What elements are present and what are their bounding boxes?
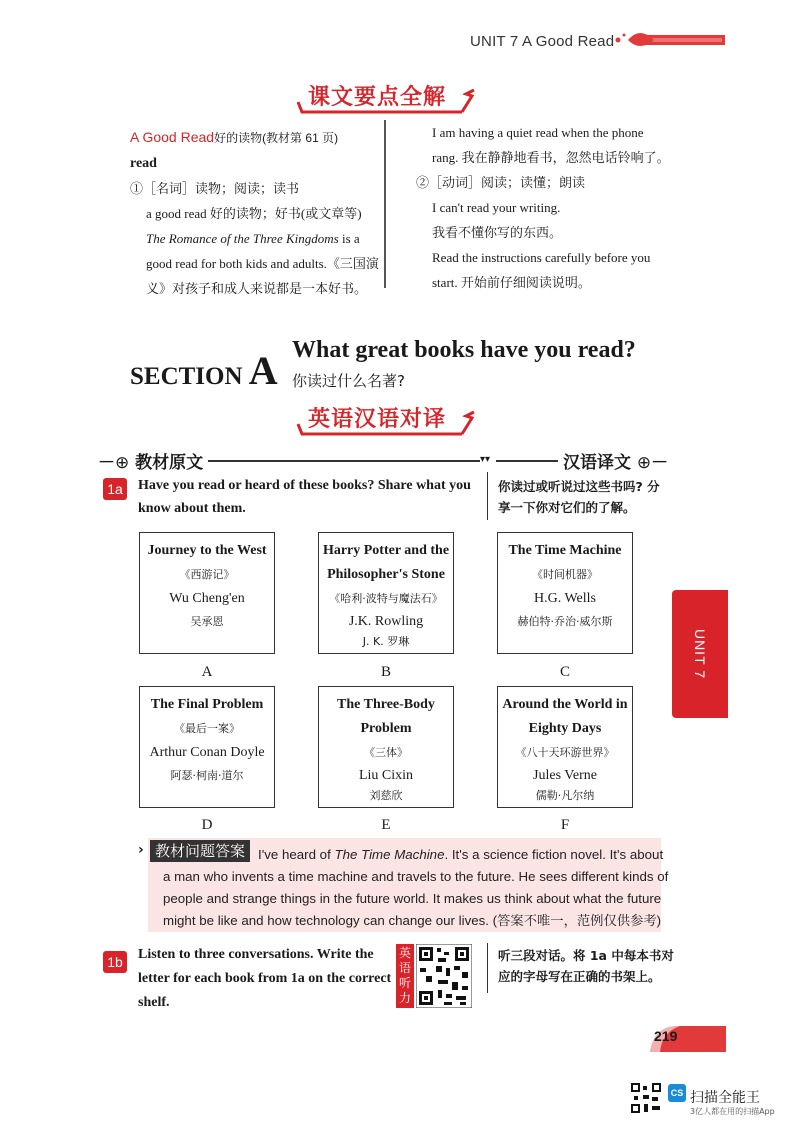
- book-letter: C: [559, 664, 570, 680]
- book-card-d: [139, 686, 275, 808]
- right-line-3: I can't read your writing.: [432, 200, 561, 215]
- book-title-cn: 《最后一案》: [174, 722, 240, 735]
- right-line-1: I am having a quiet read when the phone: [432, 125, 644, 140]
- answer-line-2: a man who invents a time machine and travels to the future. He sees different kinds of: [163, 869, 669, 884]
- translation-label: 汉语译文: [563, 453, 631, 473]
- book-author-cn: 赫伯特·乔治·威尔斯: [517, 615, 613, 628]
- key-points-right: [416, 120, 676, 295]
- column-divider: [487, 943, 488, 993]
- bilingual-title: 英语汉语对译: [308, 407, 447, 432]
- book-author: Arthur Conan Doyle: [149, 745, 265, 760]
- sense-1: ①［名词］读物；阅读；读书: [130, 181, 300, 196]
- down-circle-icon: ⊕: [636, 453, 652, 473]
- section-word: SECTION: [130, 363, 243, 390]
- section-question: What great books have you read?: [292, 337, 636, 363]
- task-1a-instruction: [138, 474, 471, 520]
- book-letter: E: [381, 817, 391, 833]
- right-line-4: 我看不懂你写的东西。: [432, 225, 563, 240]
- task-tag-1a: 1a: [103, 478, 127, 500]
- book-author: J.K. Rowling: [348, 614, 424, 629]
- book-title: Journey to the West: [147, 543, 267, 558]
- unit-side-tab-label: [672, 590, 728, 718]
- example-1d: 义》对孩子和成人来说都是一本好书。: [146, 281, 368, 296]
- answer-book-title: The Time Machine: [334, 847, 445, 862]
- answer-label: 教材问题答案: [150, 840, 250, 862]
- heading-cn: 好的读物(教材第 61 页): [214, 131, 339, 145]
- task-tag-1b: 1b: [103, 951, 127, 973]
- book-title: The Time Machine: [508, 543, 622, 558]
- book-title: Around the World in: [502, 697, 628, 712]
- book-title: Problem: [360, 721, 412, 736]
- key-points-left: [130, 125, 380, 301]
- instruction-line: shelf.: [138, 995, 170, 1010]
- book-card-f: [497, 686, 633, 808]
- rule-ornament-icon: ▾▾: [480, 454, 491, 465]
- book-card-b: [318, 532, 454, 654]
- sense-2: ②［动词］阅读；读懂；朗读: [416, 175, 586, 190]
- instruction-line: letter for each book from 1a on the correct: [138, 971, 392, 986]
- book-author-cn: J. K. 罗琳: [362, 635, 410, 648]
- right-line-5: Read the instructions carefully before you: [432, 250, 651, 265]
- header-rule-left: [208, 460, 480, 462]
- book-author-cn: 阿瑟·柯南·道尔: [170, 769, 244, 782]
- original-label: 教材原文: [135, 453, 204, 473]
- down-circle-icon: ⊕: [115, 453, 130, 473]
- answer-line-4: might be like and how technology can change our lives. (答案不唯一，范例仅供参考): [163, 913, 662, 928]
- book-author: Jules Verne: [533, 768, 597, 783]
- instruction-line: know about them.: [138, 501, 246, 516]
- key-points-title: 课文要点全解: [308, 85, 447, 110]
- answer-line-3: people and strange things in the future world. It makes us think about what the future: [163, 891, 662, 906]
- translation-header: 汉语译文 ⊕－: [563, 453, 669, 473]
- instruction-line: Listen to three conversations. Write the: [138, 947, 374, 962]
- example-1c: good read for both kids and adults.《三国演: [146, 256, 379, 271]
- book-title: Philosopher's Stone: [327, 567, 445, 582]
- example-tail: is a: [338, 231, 360, 246]
- translation-line: 你读过或听说过这些书吗? 分: [498, 479, 660, 494]
- example-book-title: The Romance of the Three Kingdoms: [146, 231, 339, 246]
- book-card-c: [497, 532, 633, 654]
- book-author: Liu Cixin: [358, 768, 414, 783]
- book-title-cn: 《西游记》: [179, 568, 235, 581]
- book-title: The Three-Body: [337, 697, 435, 712]
- right-line-2: rang. 我在静静地看书，忽然电话铃响了。: [432, 150, 670, 165]
- book-letter: F: [560, 817, 570, 833]
- book-title: Eighty Days: [528, 721, 602, 736]
- listening-badge: 英语听力: [396, 944, 414, 1008]
- translation-line: 应的字母写在正确的书架上。: [498, 969, 661, 984]
- header-rule-right: [496, 460, 558, 462]
- section-label: [130, 347, 278, 394]
- book-card-a: [139, 532, 275, 654]
- section-letter: A: [248, 348, 278, 393]
- book-card-e: [318, 686, 454, 808]
- bilingual-ribbon: [296, 400, 476, 440]
- task-1a-translation: [498, 476, 660, 518]
- header-decoration: [610, 28, 725, 52]
- book-letter: A: [201, 664, 213, 680]
- answer-text: . It's a science fiction novel. It's about: [444, 847, 664, 862]
- answer-text: I've heard of: [258, 847, 335, 862]
- book-title: The Final Problem: [150, 697, 264, 712]
- example-1a: a good read 好的读物；好书(或文章等): [146, 206, 362, 221]
- instruction-line: Have you read or heard of these books? Share what you: [138, 478, 471, 493]
- answer-line-1: [258, 844, 663, 866]
- book-title-cn: 《八十天环游世界》: [515, 746, 615, 759]
- right-line-6: start. 开始前仔细阅读说明。: [432, 275, 591, 290]
- key-points-ribbon: [296, 78, 476, 118]
- original-header: －⊕ 教材原文: [98, 453, 204, 473]
- task-1b-translation: [498, 945, 674, 987]
- column-divider: [384, 120, 386, 288]
- book-author: H.G. Wells: [533, 591, 596, 606]
- scanner-name: 扫描全能王: [690, 1090, 760, 1106]
- book-title-cn: 《三体》: [364, 746, 408, 759]
- unit-header: UNIT 7 A Good Read: [470, 33, 615, 50]
- book-author-cn: 吴承恩: [190, 615, 224, 628]
- book-title: Harry Potter and the: [322, 543, 450, 558]
- chevron-right-icon: ›: [138, 842, 144, 858]
- qr-code-icon[interactable]: [416, 944, 472, 1008]
- translation-line: 听三段对话。将 1a 中每本书对: [498, 948, 674, 963]
- book-letter: B: [380, 664, 391, 680]
- book-author-cn: 儒勒·凡尔纳: [535, 789, 595, 802]
- heading-en: A Good Read: [130, 129, 215, 145]
- book-author: Wu Cheng'en: [169, 591, 245, 606]
- book-title-cn: 《时间机器》: [532, 568, 598, 581]
- book-author-cn: 刘慈欣: [369, 789, 403, 802]
- page-number: 219: [654, 1028, 678, 1044]
- scanner-subtitle: 3亿人都在用的扫描App: [690, 1107, 775, 1116]
- section-question-cn: 你读过什么名著?: [292, 372, 405, 390]
- scanner-logo: CS: [668, 1084, 686, 1102]
- column-divider: [487, 472, 488, 520]
- side-tab-text: UNIT 7: [692, 628, 708, 680]
- translation-line: 享一下你对它们的了解。: [498, 500, 636, 515]
- task-1b-instruction: [138, 943, 391, 1015]
- headword: read: [130, 156, 157, 171]
- book-letter: D: [201, 817, 213, 833]
- book-title-cn: 《哈利·波特与魔法石》: [329, 592, 443, 605]
- watermark-qr-icon: [630, 1082, 662, 1114]
